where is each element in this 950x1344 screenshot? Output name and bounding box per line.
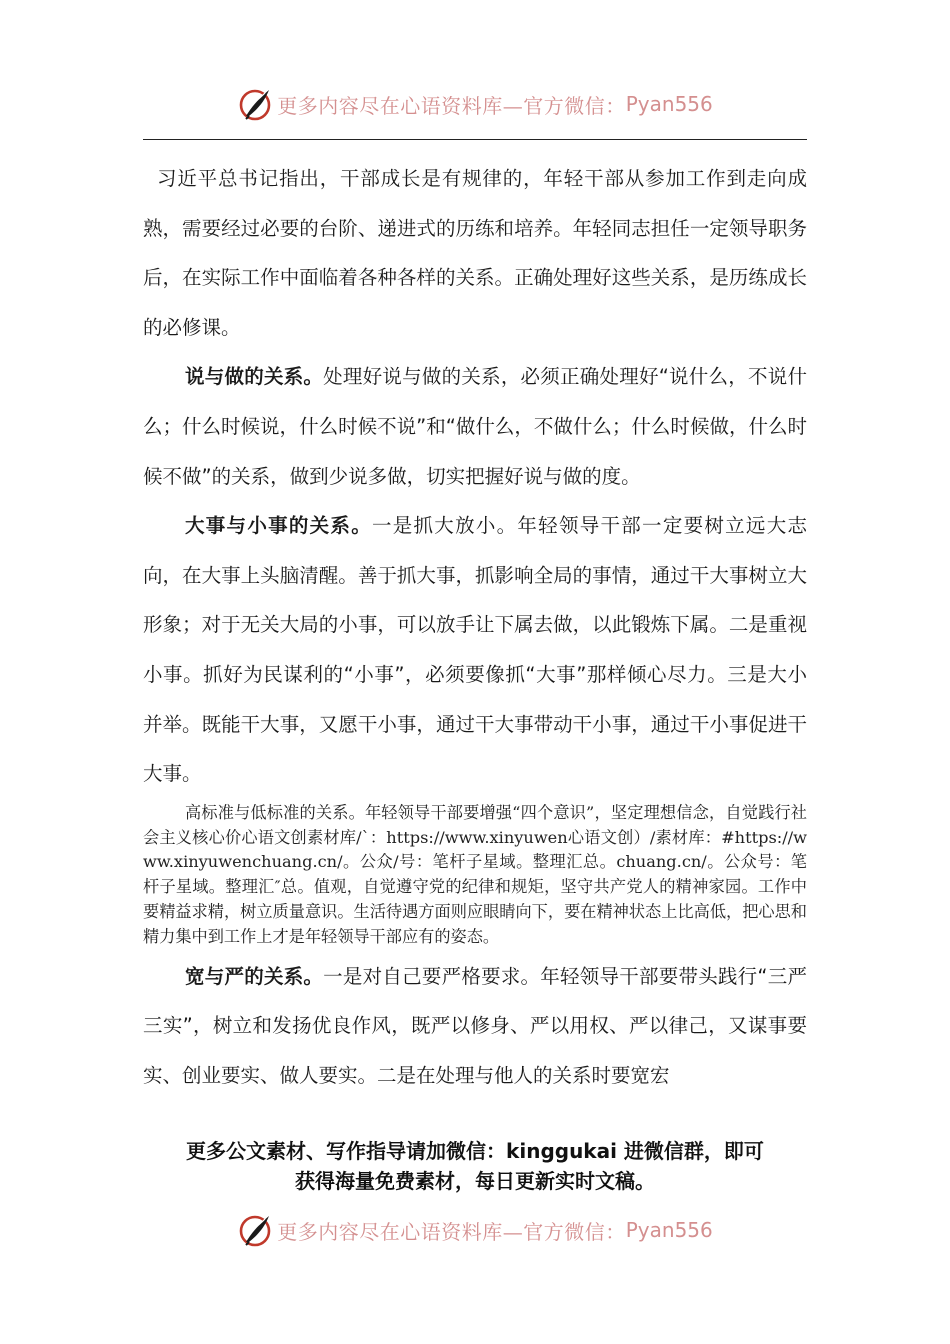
body-say-do: 处理好说与做的关系，必须正确处理好“说什么，不说什么；什么时候说，什么时候不说”和“做什么，不做什么；什么时候做，什么时候不做”的关系，做到少说多做，切实把握好说与做的度。 <box>143 365 807 488</box>
header-divider <box>143 139 807 140</box>
cta-line-1: 更多公文素材、写作指导请加微信：kinggukai 进微信群，即可 <box>186 1139 764 1163</box>
wechat-cta <box>143 1136 807 1196</box>
paragraph-intro: 习近平总书记指出，干部成长是有规律的，年轻干部从参加工作到走向成熟，需要经过必要的台阶、递进式的历练和培养。年轻同志担任一定领导职务后，在实际工作中面临着各种各样的关系。正确处理好这些关系，是历练成长的必修课。 <box>143 167 807 339</box>
heading-say-do: 说与做的关系。 <box>185 365 324 389</box>
banner-text: 更多内容尽在心语资料库—官方微信： <box>277 93 626 118</box>
footer-banner-text: 更多内容尽在心语资料库—官方微信： <box>277 1219 626 1244</box>
quill-logo-icon <box>237 1212 273 1248</box>
paragraph-big-small <box>143 501 807 799</box>
body-big-small: 一是抓大放小。年轻领导干部一定要树立远大志向，在大事上头脑清醒。善于抓大事，抓影响全局的事情，通过干大事树立大形象；对于无关大局的小事，可以放手让下属去做，以此锻炼下属。二是重视小事。抓好为民谋利的“小事”，必须要像抓“大事”那样倾心尽力。三是大小并举。既能干大事，又愿干小事，通过干大事带动干小事，通过干小事促进干大事。 <box>143 514 807 786</box>
paragraph-lenient-strict <box>143 952 807 1101</box>
footer-wechat-id: Pyan556 <box>625 1218 713 1242</box>
banner-wechat-id: Pyan556 <box>625 92 713 116</box>
paragraph-say-do <box>143 352 807 501</box>
paragraph-standards: 高标准与低标准的关系。年轻领导干部要增强“四个意识”，坚定理想信念，自觉践行社会主义核心价心语文创素材库/`：https://www.xinyuwen心语文创）/素材库：#https://www.xinyuwenchuang.cn/。公众/号：笔杆子星域。整理汇总。chuang.cn/。公众号：笔杆子星域。整理汇″总。值观，自觉遵守党的纪律和规矩，坚守共产党人的精神家园。工作中要精益求精，树立质量意识。生活待遇方面则应眼睛向下，要在精神状态上比高低，把心思和精力集中到工作上才是年轻领导干部应有的姿态。 <box>143 802 807 946</box>
footer-banner <box>0 1208 950 1252</box>
heading-big-small: 大事与小事的关系。 <box>185 514 372 538</box>
body-lenient-strict: 一是对自己要严格要求。年轻领导干部要带头践行“三严三实”，树立和发扬优良作风，既严以修身、严以用权、严以律己，又谋事要实、创业要实、做人要实。二是在处理与他人的关系时要宽宏 <box>143 964 807 1087</box>
quill-logo-icon <box>237 86 273 122</box>
cta-line-2: 获得海量免费素材，每日更新实时文稿。 <box>295 1169 655 1193</box>
heading-lenient-strict: 宽与严的关系。 <box>185 964 324 988</box>
article-body <box>143 154 807 1100</box>
header-banner <box>0 82 950 126</box>
